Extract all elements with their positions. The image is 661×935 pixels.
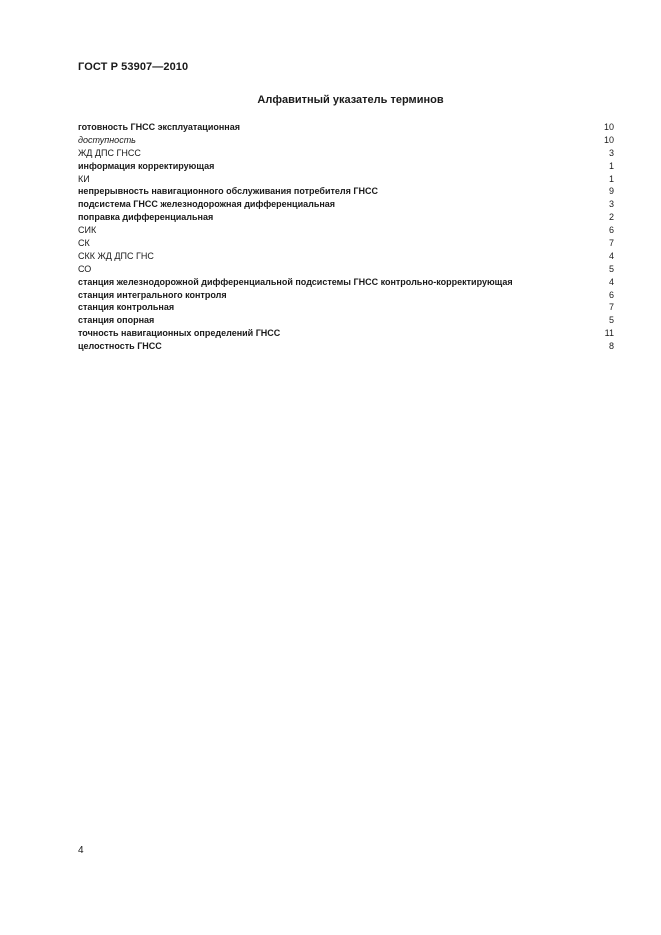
index-page-ref: 10 <box>603 122 614 132</box>
index-page-ref: 7 <box>608 302 614 313</box>
index-term: целостность ГНСС <box>78 341 162 352</box>
index-page-ref: 1 <box>608 173 614 184</box>
index-page-ref: 11 <box>604 328 614 339</box>
index-entry <box>78 250 614 263</box>
index-page-ref: 4 <box>608 276 614 287</box>
index-term: поправка дифференциальная <box>78 212 214 223</box>
index-term: непрерывность навигационного обслуживания потребителя ГНСС <box>78 186 378 197</box>
index-entry <box>78 147 614 160</box>
index-entry <box>78 160 614 173</box>
index-term: станция интегрального контроля <box>78 289 227 300</box>
index-page-ref: 7 <box>608 238 614 249</box>
index-page-ref: 5 <box>608 315 614 326</box>
index-term: точность навигационных определений ГНСС <box>78 328 281 339</box>
index-entry <box>78 289 614 302</box>
index-entry <box>78 134 614 147</box>
index-page-ref: 3 <box>608 147 614 158</box>
index-term: КИ <box>78 173 90 184</box>
index-term: станция опорная <box>78 315 155 326</box>
index-term: ЖД ДПС ГНСС <box>78 147 141 158</box>
index-page-ref: 6 <box>608 225 614 236</box>
index-term: готовность ГНСС эксплуатационная <box>78 122 240 132</box>
index-page-ref: 8 <box>608 341 614 352</box>
index-page-ref: 9 <box>608 186 614 197</box>
index-term: информация корректирующая <box>78 160 215 171</box>
index-entry <box>78 198 614 211</box>
index-term: станция контрольная <box>78 302 175 313</box>
index-entry <box>78 173 614 186</box>
index-entry <box>78 276 614 289</box>
index-page-ref: 10 <box>603 134 614 145</box>
index-entry <box>78 301 614 314</box>
page-number: 4 <box>78 845 84 856</box>
index-page-ref: 4 <box>608 250 614 261</box>
index-term: подсистема ГНСС железнодорожная дифференциальная <box>78 199 336 210</box>
index-term: доступность <box>78 134 136 145</box>
document-header: ГОСТ Р 53907—2010 <box>78 61 189 73</box>
index-page-ref: 2 <box>608 212 614 223</box>
index-term: СИК <box>78 225 97 236</box>
index-entry <box>78 327 614 340</box>
index-entry <box>78 211 614 224</box>
index-page-ref: 6 <box>608 289 614 300</box>
index-entry <box>78 314 614 327</box>
index-term: СО <box>78 263 92 274</box>
index-entry <box>78 224 614 237</box>
index-page-ref: 3 <box>608 199 614 210</box>
index-entry <box>78 185 614 198</box>
page-title: Алфавитный указатель терминов <box>257 94 444 106</box>
index-entry <box>78 340 614 353</box>
index-entry <box>78 263 614 276</box>
index-page-ref: 5 <box>608 263 614 274</box>
index-entry <box>78 237 614 250</box>
index-page-ref: 1 <box>608 160 614 171</box>
index-term: СКК ЖД ДПС ГНС <box>78 250 154 261</box>
term-index-list <box>78 121 614 353</box>
index-term: станция железнодорожной дифференциальной подсистемы ГНСС контрольно-корректирующая <box>78 276 513 287</box>
index-term: СК <box>78 238 90 249</box>
index-entry <box>78 121 614 134</box>
